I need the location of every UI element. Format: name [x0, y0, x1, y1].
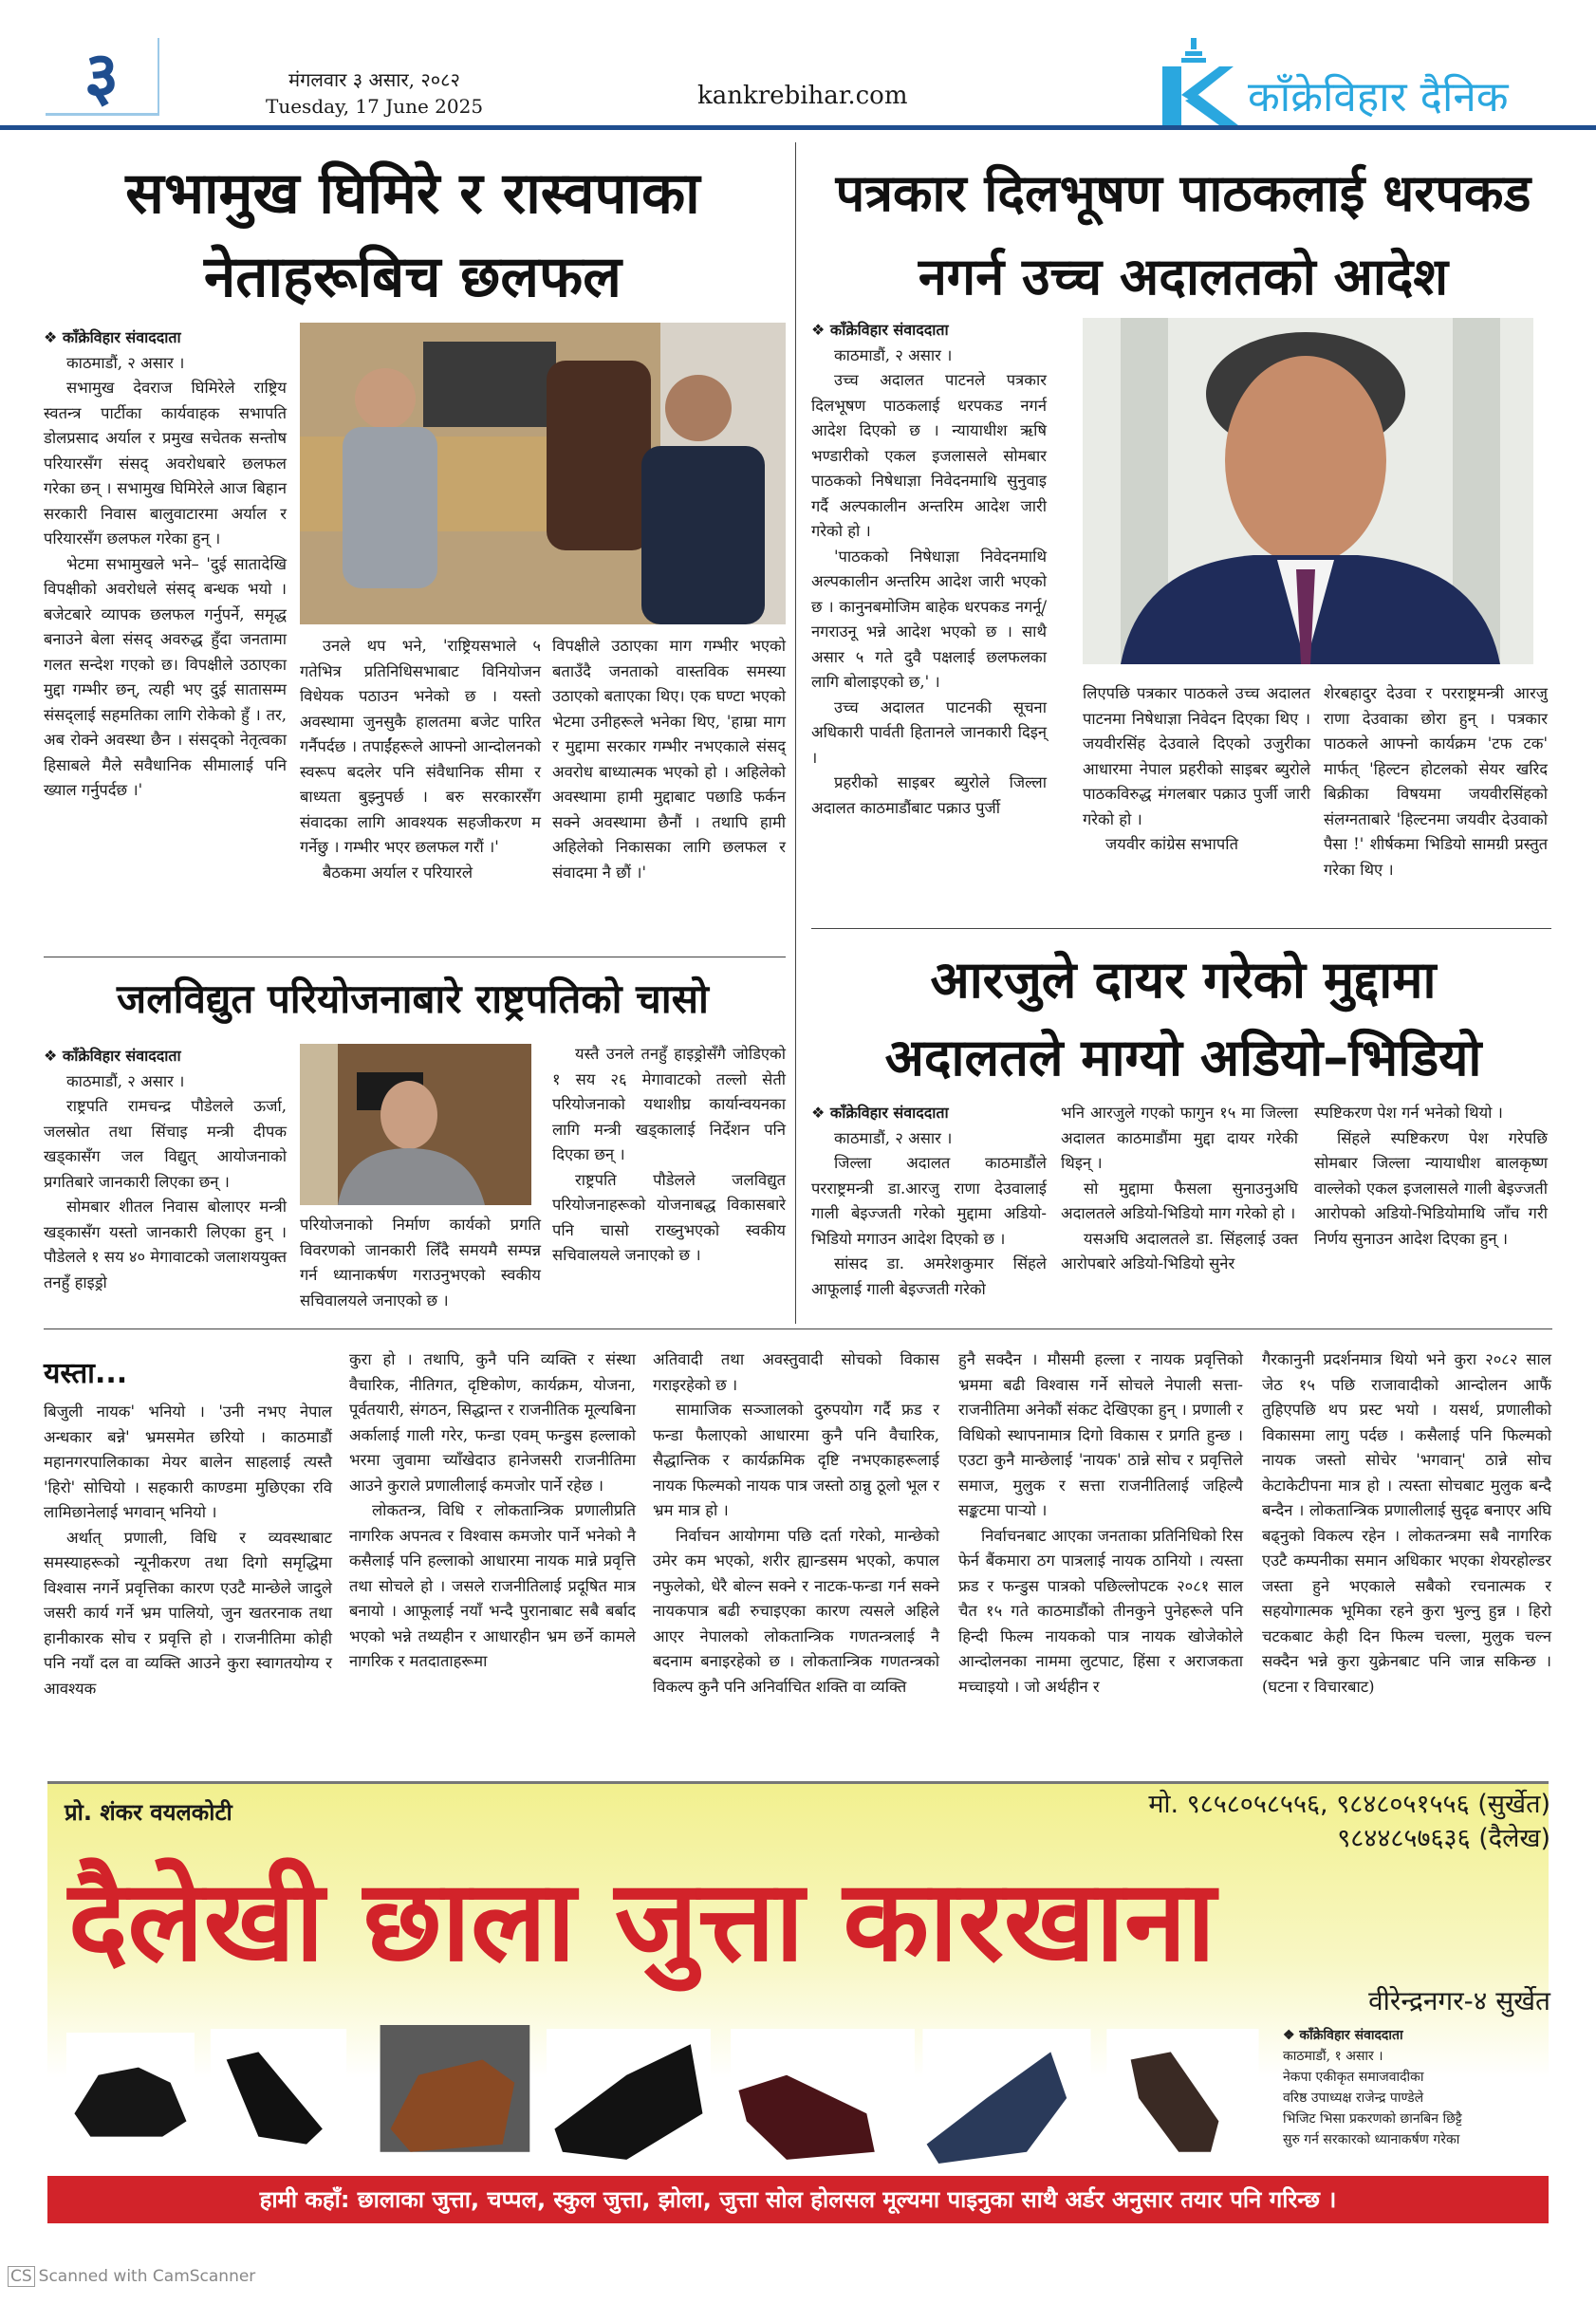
article-4-col-3 [1314, 1101, 1548, 1252]
byline: ❖ काँक्रेविहार संवाददाता [44, 328, 181, 346]
article-1-col-3 [552, 634, 786, 885]
date-english: Tuesday, 17 June 2025 [266, 95, 484, 118]
article-5-headline: यस्ता... [44, 1357, 128, 1390]
paragraph: भनि आरजुले गएको फागुन १५ मा जिल्ला अदालत काठमाडौंमा मुद्दा दायर गरेकी थिइन् । [1061, 1104, 1298, 1172]
logo-name: काँक्रेविहार दैनिक [1248, 73, 1509, 121]
date-nepali: मंगलवार ३ असार, २०८२ [288, 68, 460, 91]
article-3-headline: जलविद्युत परियोजनाबारे राष्ट्रपतिको चासो [117, 975, 709, 1022]
bleed-through-text [1283, 2025, 1549, 2150]
paragraph: लिएपछि पत्रकार पाठकले उच्च अदालत पाटनमा निषेधाज्ञा निवेदन दिएका थिए । जयवीरसिंह देउवाले दिएको उजुरीका आधारमा नेपाल प्रहरीको साइबर ब्युरोले पाठकविरुद्ध मंगलबार पक्राउ पुर्जी जारी गरेको हो । [1083, 684, 1310, 828]
byline: ❖ काँक्रेविहार संवाददाता [811, 1104, 949, 1122]
article-2-headline [808, 152, 1558, 319]
paragraph: जिल्ला अदालत काठमाडौंले परराष्ट्रमन्त्री डा.आरजु राणा देउवालाई गाली बेइज्जती गरेको मुद्दामा अडियो-भिडियो मगाउन आदेश दिएको छ । [811, 1154, 1047, 1248]
article-5-col-4 [958, 1347, 1243, 1700]
bleed-line: नेकपा एकीकृत समाजवादीका [1283, 2070, 1424, 2085]
phone-number: ९८४४८५७६३६ (दैलेख) [1337, 1824, 1550, 1853]
article-1-photo [300, 323, 786, 624]
bleed-line: वरिष्ठ उपाध्यक्ष राजेन्द्र पाण्डेले [1283, 2090, 1424, 2106]
paragraph: सोमबार शीतल निवास बोलाएर मन्त्री खड्कासँग यस्तो जानकारी लिएका हुन् । पौडेलले १ सय ४० मेगावाटको जलाशययुक्त तनहुँ हाइड्रो [44, 1198, 287, 1291]
paragraph: सांसद डा. अमरेशकुमार सिंहले आफूलाई गाली बेइज्जती गरेको [811, 1254, 1047, 1298]
paragraph: उच्च अदालत पाटनकी सूचना अधिकारी पार्वती हितानले जानकारी दिइन् । [811, 697, 1047, 767]
paragraph: अर्थात् प्रणाली, विधि र व्यवस्थाबाट समस्याहरूको न्यूनीकरण तथा दिगो समृद्धिमा विश्वास नगर्ने प्रवृत्तिका कारण एउटै मान्छेले जादुले जसरी कार्य गर्ने भ्रम पालियो, जुन खतरनाक तथा हानीकारक सोच र प्रवृत्ति हो । राजनीतिमा कोही पनि नयाँ दल वा व्यक्ति आउने कुरा स्वागतयोग्य र आवश्यक [44, 1528, 332, 1698]
article-2-col-2 [1083, 681, 1310, 858]
website-url[interactable]: kankrebihar.com [697, 82, 908, 110]
paragraph: विपक्षीले उठाएका माग गम्भीर भएको बताउँदै जनताको वास्तविक समस्या उठाएको बताएका थिए। एक घण्टा भएको भेटमा उनीहरूले भनेका थिए, 'हाम्रा माग र मुद्दामा सरकार गम्भीर नभएकाले संसद् अवरोध बाध्यात्मक भएको हो । अहिलेको अवस्थामा हामी मुद्दाबाट पछाडि फर्कन सक्ने अवस्थामा छैनौं । तथापि हामी अहिलेको निकासका लागि छलफल र संवादमा नै छौं ।' [552, 637, 786, 882]
article-5-col-3 [653, 1347, 939, 1700]
watermark-text: Scanned with CamScanner [38, 2267, 256, 2286]
paragraph: अतिवादी तथा अवस्तुवादी सोचको विकास गराइरहेको छ । [653, 1350, 939, 1394]
section-divider [811, 928, 1551, 929]
dateline: काठमाडौं, २ असार । [66, 353, 185, 372]
byline: ❖ काँक्रेविहार संवाददाता [44, 1047, 181, 1065]
camscanner-watermark [8, 2266, 255, 2287]
portrait-photo [1083, 318, 1533, 664]
issue-date [266, 66, 483, 120]
shoe-image-1 [66, 2033, 195, 2148]
article-1-col-1 [44, 325, 287, 804]
ad-products-banner: हामी कहाँ: छालाका जुत्ता, चप्पल, स्कुल जुत्ता, झोला, जुत्ता सोल होलसल मूल्यमा पाइनुका साथै अर्डर अनुसार तयार पनि गरिन्छ । [47, 2176, 1549, 2223]
article-3-col-3 [552, 1042, 786, 1269]
paragraph: 'पाठकको निषेधाज्ञा निवेदनमाथि अल्पकालीन अन्तरिम आदेश जारी भएको छ । कानुनबमोजिम बाहेक धरपकड नगर्नू/नगराउनू भन्ने आदेश भएको छ । साथै असार ५ गते दुवै पक्षलाई छलफलका लागि बोलाइएको छ,' । [811, 547, 1047, 691]
headline-line: पत्रकार दिलभूषण पाठकलाई धरपकड [835, 163, 1531, 223]
headline-line: आरजुले दायर गरेको मुद्दामा [930, 950, 1437, 1010]
paragraph: भेटमा सभामुखले भने– 'दुई सातादेखि विपक्षीको अवरोधले संसद् बन्धक भयो । बजेटबारे व्यापक छलफल गर्नुपर्ने, समृद्ध बनाउने बेला संसद् अवरुद्ध हुँदा जनतामा गलत सन्देश गएको छ। विपक्षीले उठाएका मुद्दा गम्भीर छन्, त्यही भए दुई सातासम्म संसद्लाई सहमतिका लागि रोकेको हुँ । तर, अब रोक्ने अवस्था छैन । संसद्को नेतृत्वका हिसाबले मैले सवैधानिक सीमालाई पनि ख्याल गर्नुपर्दछ ।' [44, 554, 287, 799]
headline-line: सभामुख घिमिरे र रास्वपाका [125, 160, 700, 227]
header-rule [0, 125, 1596, 130]
ad-title: दैलेखी छाला जुत्ता कारखाना [68, 1855, 1216, 1986]
article-2-portrait [1083, 318, 1533, 664]
article-2-col-1 [811, 318, 1047, 821]
paragraph: जयवीर कांग्रेस सभापति [1105, 835, 1238, 853]
page-number: ३ [46, 38, 159, 116]
paragraph: यस्तै उनले तनहुँ हाइड्रोसँगै जोडिएको १ सय २६ मेगावाटको तल्लो सेती परियोजनाको यथाशीघ्र कार्यान्वयनका लागि मन्त्री खड्कालाई निर्देशन पनि दिएका छन् । [552, 1045, 786, 1163]
article-3-col-1 [44, 1044, 287, 1295]
paragraph: उच्च अदालत पाटनले पत्रकार दिलभूषण पाठकलाई धरपकड नगर्न आदेश दिएको छ । न्यायाधीश ऋषि भण्डारीको एकल इजलासले सोमबार पाठकको निषेधाज्ञा निवेदनमाथि सुनुवाइ गर्दै अल्पकालीन अन्तरिम आदेश जारी गरेको हो । [811, 371, 1047, 540]
bleed-line: सुरु गर्न सरकारको ध्यानाकर्षण गरेका [1283, 2132, 1460, 2147]
column-divider [795, 142, 796, 1324]
masthead-logo [1153, 38, 1551, 125]
ad-proprietor: प्रो. शंकर वयलकोटी [65, 1799, 232, 1826]
paragraph: राष्ट्रपति रामचन्द्र पौडेलले ऊर्जा, जलस्रोत तथा सिंचाइ मन्त्री दीपक खड्कासँग जल विद्युत् आयोजनाको प्रगतिबारे जानकारी लिएका छन् । [44, 1097, 287, 1191]
paragraph: निर्वाचनबाट आएका जनताका प्रतिनिधिको रिस फेर्न बैंकमारा ठग पात्रलाई नायक ठानियो । त्यस्ता फ्रड र फन्डुस पात्रको पछिल्लोपटक २०८१ साल चैत १५ गते काठमाडौंको तीनकुने पुनेहरूले पनि हिन्दी फिल्म नायकको पात्र नायक खोजेकोले आन्दोलनका नाममा लुटपाट, हिंसा र अराजकता मच्चाइयो । जो अर्थहीन र [958, 1526, 1243, 1696]
byline: ❖ काँक्रेविहार संवाददाता [811, 321, 949, 339]
paragraph: सामाजिक सञ्जालको दुरुपयोग गर्दै फ्रड र फन्डा फैलाएको आधारमा कुनै पनि वैचारिक, सैद्धान्तिक र कार्यक्रमिक दृष्टि नभएकाहरूलाई नायक फिल्मको नायक पात्र जस्तो ठान्नु ठूलो भूल र भ्रम मात्र हो । [653, 1401, 939, 1519]
shoe-image-2 [211, 2029, 346, 2152]
paragraph: प्रहरीको साइबर ब्युरोले जिल्ला अदालत काठमाडौंबाट पक्राउ पुर्जी [811, 773, 1047, 817]
ad-address: वीरेन्द्रनगर-४ सुर्खेत [1368, 1985, 1550, 2016]
article-4-headline [808, 941, 1558, 1097]
logo-mark-icon [1153, 38, 1238, 125]
paragraph: राष्ट्रपति पौडेलले जलविद्युत परियोजनाहरूको योजनाबद्ध विकासबारे पनि चासो राख्नुभएको स्वकीय सचिवालयले जनाएको छ । [552, 1170, 786, 1264]
article-3-col-2 [300, 1213, 541, 1313]
article-5-col-2 [349, 1347, 636, 1675]
paragraph: उनले थप भने, 'राष्ट्रियसभाले ५ गतेभित्र प्रतिनिधिसभाबाट विनियोजन विधेयक पठाउन भनेको छ । यस्तो अवस्थामा जुनसुकै हालतमा बजेट पारित गर्नैपर्दछ । तपाईंहरूले आफ्नो आन्दोलनको स्वरूप बदलेर पनि संवैधानिक सीमा र बाध्यता बुझ्नुपर्छ । बरु सरकारसँग संवादका लागि आवश्यक सहजीकरण म गर्नेछु । गम्भीर भएर छलफल गरौं ।' [300, 637, 541, 856]
phone-number: मो. ९८५८०५८५५६, ९८४८०५१५५६ (सुर्खेत) [1148, 1790, 1550, 1819]
paragraph: सिंहले स्पष्टिकरण पेश गरेपछि सोमबार जिल्ला न्यायाधीश बालकृष्ण वाल्लेको एकल इजलासले गाली बेइज्जती आरोपको अडियो-भिडियोमाथि जाँच गरी निर्णय सुनाउन आदेश दिएका हुन् । [1314, 1128, 1548, 1248]
article-5-col-5 [1262, 1347, 1551, 1700]
paragraph: स्पष्टिकरण पेश गर्न भनेको थियो । [1314, 1104, 1503, 1122]
article-3-photo [300, 1044, 531, 1205]
shoe-image-7 [1106, 2029, 1258, 2160]
article-1-headline [38, 152, 788, 319]
dateline: काठमाडौं, २ असार । [66, 1071, 185, 1090]
camscanner-logo-icon: CS [8, 2266, 35, 2287]
shoe-image-4 [547, 2029, 711, 2160]
paragraph: हुनै सक्दैन । मौसमी हल्ला र नायक प्रवृत्तिको भ्रममा बढी विश्वास गर्ने सोचले नेपाली सत्ता-राजनीतिमा अनेकौं संकट देखिएका हुन् । प्रणाली र विधिको स्थापनामात्र दिगो विकास र प्रगति हुन्छ । एउटा कुनै मान्छेलाई 'नायक' ठान्ने सोच र प्रवृत्तिले समाज, मुलुक र सत्ता राजनीतिलाई जहिल्यै सङ्कटमा पार्‍यो । [958, 1350, 1243, 1519]
paragraph: निर्वाचन आयोगमा पछि दर्ता गरेको, मान्छेको उमेर कम भएको, शरीर ह्यान्डसम भएको, कपाल नफुलेको, धेरै बोल्न सक्ने र नाटक-फन्डा गर्न सक्ने नायकपात्र बढी रुचाइएका कारण त्यसले अहिले आएर नेपालको लोकतान्त्रिक गणतन्त्रलाई नै बदनाम बनाइरहेको छ । लोकतान्त्रिक गणतन्त्रको विकल्प कुनै पनि अनिर्वाचित शक्ति वा व्यक्ति [653, 1526, 939, 1696]
president-photo [300, 1044, 531, 1205]
paragraph: बिजुली नायक' भनियो । 'उनी नभए नेपाल अन्धकार बन्ने' भ्रमसमेत छरियो । काठमाडौं महानगरपालिकाका मेयर बालेन साहलाई त्यस्तै 'हिरो' सोचियो । सहकारी काण्डमा मुछिएका रवि लामिछानेलाई भगवान् भनियो । [44, 1403, 332, 1521]
shoe-image-5 [731, 2029, 915, 2160]
paragraph: बैठकमा अर्याल र परियारले [323, 863, 473, 882]
paragraph: परियोजनाको निर्माण कार्यको प्रगति विवरणको जानकारी लिँदै समयमै सम्पन्न गर्न ध्यानाकर्षण गराउनुभएको स्वकीय सचिवालयले जनाएको छ । [300, 1216, 541, 1310]
paragraph: गैरकानुनी प्रदर्शनमात्र थियो भने कुरा २०८२ साल जेठ १५ पछि राजावादीको आन्दोलन आफैं तुहिएपछि थप प्रस्ट भयो । यसर्थ, प्रणालीको विकासमा लागु पर्दछ । कसैलाई पनि फिल्मको नायक जस्तो सोचेर 'भगवान्' ठान्ने सोच केटाकेटीपना मात्र हो । त्यस्ता सोचबाट मुलुक बन्दै बन्दैन । लोकतान्त्रिक प्रणालीलाई सुदृढ बनाएर अघि बढ्नुको विकल्प रहेन । लोकतन्त्रमा सबै नागरिक एउटै कम्पनीका समान अधिकार भएका शेयरहोल्डर जस्ता हुने भएकाले सबैको रचनात्मक र सहयोगात्मक भूमिका रहने कुरा भुल्नु हुन्न । हिरो चटकबाट केही दिन फिल्म चल्ला, मुलुक चल्न सक्दैन भन्ने कुरा युक्रेनबाट पनि जान्न सकिन्छ । (घटना र विचारबाट) [1262, 1350, 1551, 1696]
paragraph: कुरा हो । तथापि, कुनै पनि व्यक्ति र संस्था वैचारिक, नीतिगत, दृष्टिकोण, कार्यक्रम, योजना, पूर्वतयारी, संगठन, सिद्धान्त र राजनीतिक मूल्यबिना अर्कालाई गाली गरेर, फन्डा एवम् फन्डुस हल्लाको भरमा जुवामा च्याँखेदाउ हानेजसरी राजनीतिमा आउने कुराले प्रणालीलाई कमजोर पार्ने रहेछ । [349, 1350, 636, 1495]
dateline: काठमाडौं, २ असार । [834, 345, 953, 364]
article-5-col-1 [44, 1400, 332, 1701]
article-1-col-2 [300, 634, 541, 885]
paragraph: सभामुख देवराज घिमिरेले राष्ट्रिय स्वतन्त्र पार्टीका कार्यवाहक सभापति डोलप्रसाद अर्याल र प्रमुख सचेतक सन्तोष परियारसँग संसद् अवरोधबारे छलफल गरेका छन् । सभामुख घिमिरेले आज बिहान सरकारी निवास बालुवाटारमा अर्याल र परियारसँग छलफल गरेका हुन् । [44, 379, 287, 548]
bleed-line: ❖ काँक्रेविहार संवाददाता [1283, 2028, 1403, 2043]
shoe-image-6 [922, 2029, 1090, 2164]
paragraph: लोकतन्त्र, विधि र लोकतान्त्रिक प्रणालीप्रति नागरिक अपनत्व र विश्वास कमजोर पार्ने भनेको नै कसैलाई पनि हल्लाको आधारमा नायक मान्ने प्रवृत्ति तथा सोचले हो । जसले राजनीतिलाई प्रदूषित मात्र बनायो । आफूलाई नयाँ भन्दै पुरानाबाट सबै बर्बाद भएको भन्ने तथ्यहीन र आधारहीन भ्रम छर्ने कामले नागरिक र मतदाताहरूमा [349, 1501, 636, 1670]
meeting-photo [300, 323, 786, 624]
dateline: काठमाडौं, २ असार । [834, 1128, 953, 1147]
article-4-col-1 [811, 1101, 1047, 1302]
shoe-images [66, 2025, 1267, 2167]
shoe-image-3 [380, 2025, 530, 2152]
article-4-col-2 [1061, 1101, 1298, 1277]
headline-line: नगर्न उच्च अदालतको आदेश [918, 247, 1449, 307]
paragraph: शेरबहादुर देउवा र परराष्ट्रमन्त्री आरजु राणा देउवाका छोरा हुन् । पत्रकार पाठकले आफ्नो कार्यक्रम 'टफ टक' मार्फत् 'हिल्टन होटलको सेयर खरिद बिक्रीका विषयमा जयवीरसिंहको संलग्नताबारे 'हिल्टनमा जयवीर देउवाको पैसा !' शीर्षकमा भिडियो सामग्री प्रस्तुत गरेका थिए । [1324, 684, 1548, 879]
paragraph: सो मुद्दामा फैसला सुनाउनुअघि अदालतले अडियो-भिडियो माग गरेको हो । [1061, 1179, 1298, 1222]
bleed-line: काठमाडौं, १ असार । [1283, 2049, 1383, 2064]
headline-line: नेताहरूबिच छलफल [204, 244, 622, 310]
bleed-line: भिजिट भिसा प्रकरणको छानबिन छिट्टै [1283, 2111, 1462, 2127]
headline-line: अदालतले माग्यो अडियो–भिडियो [884, 1028, 1482, 1087]
article-2-col-3 [1324, 681, 1548, 883]
paragraph: यसअघि अदालतले डा. सिंहलाई उक्त आरोपबारे अडियो-भिडियो सुनेर [1061, 1229, 1298, 1273]
ad-phones [1148, 1788, 1550, 1856]
